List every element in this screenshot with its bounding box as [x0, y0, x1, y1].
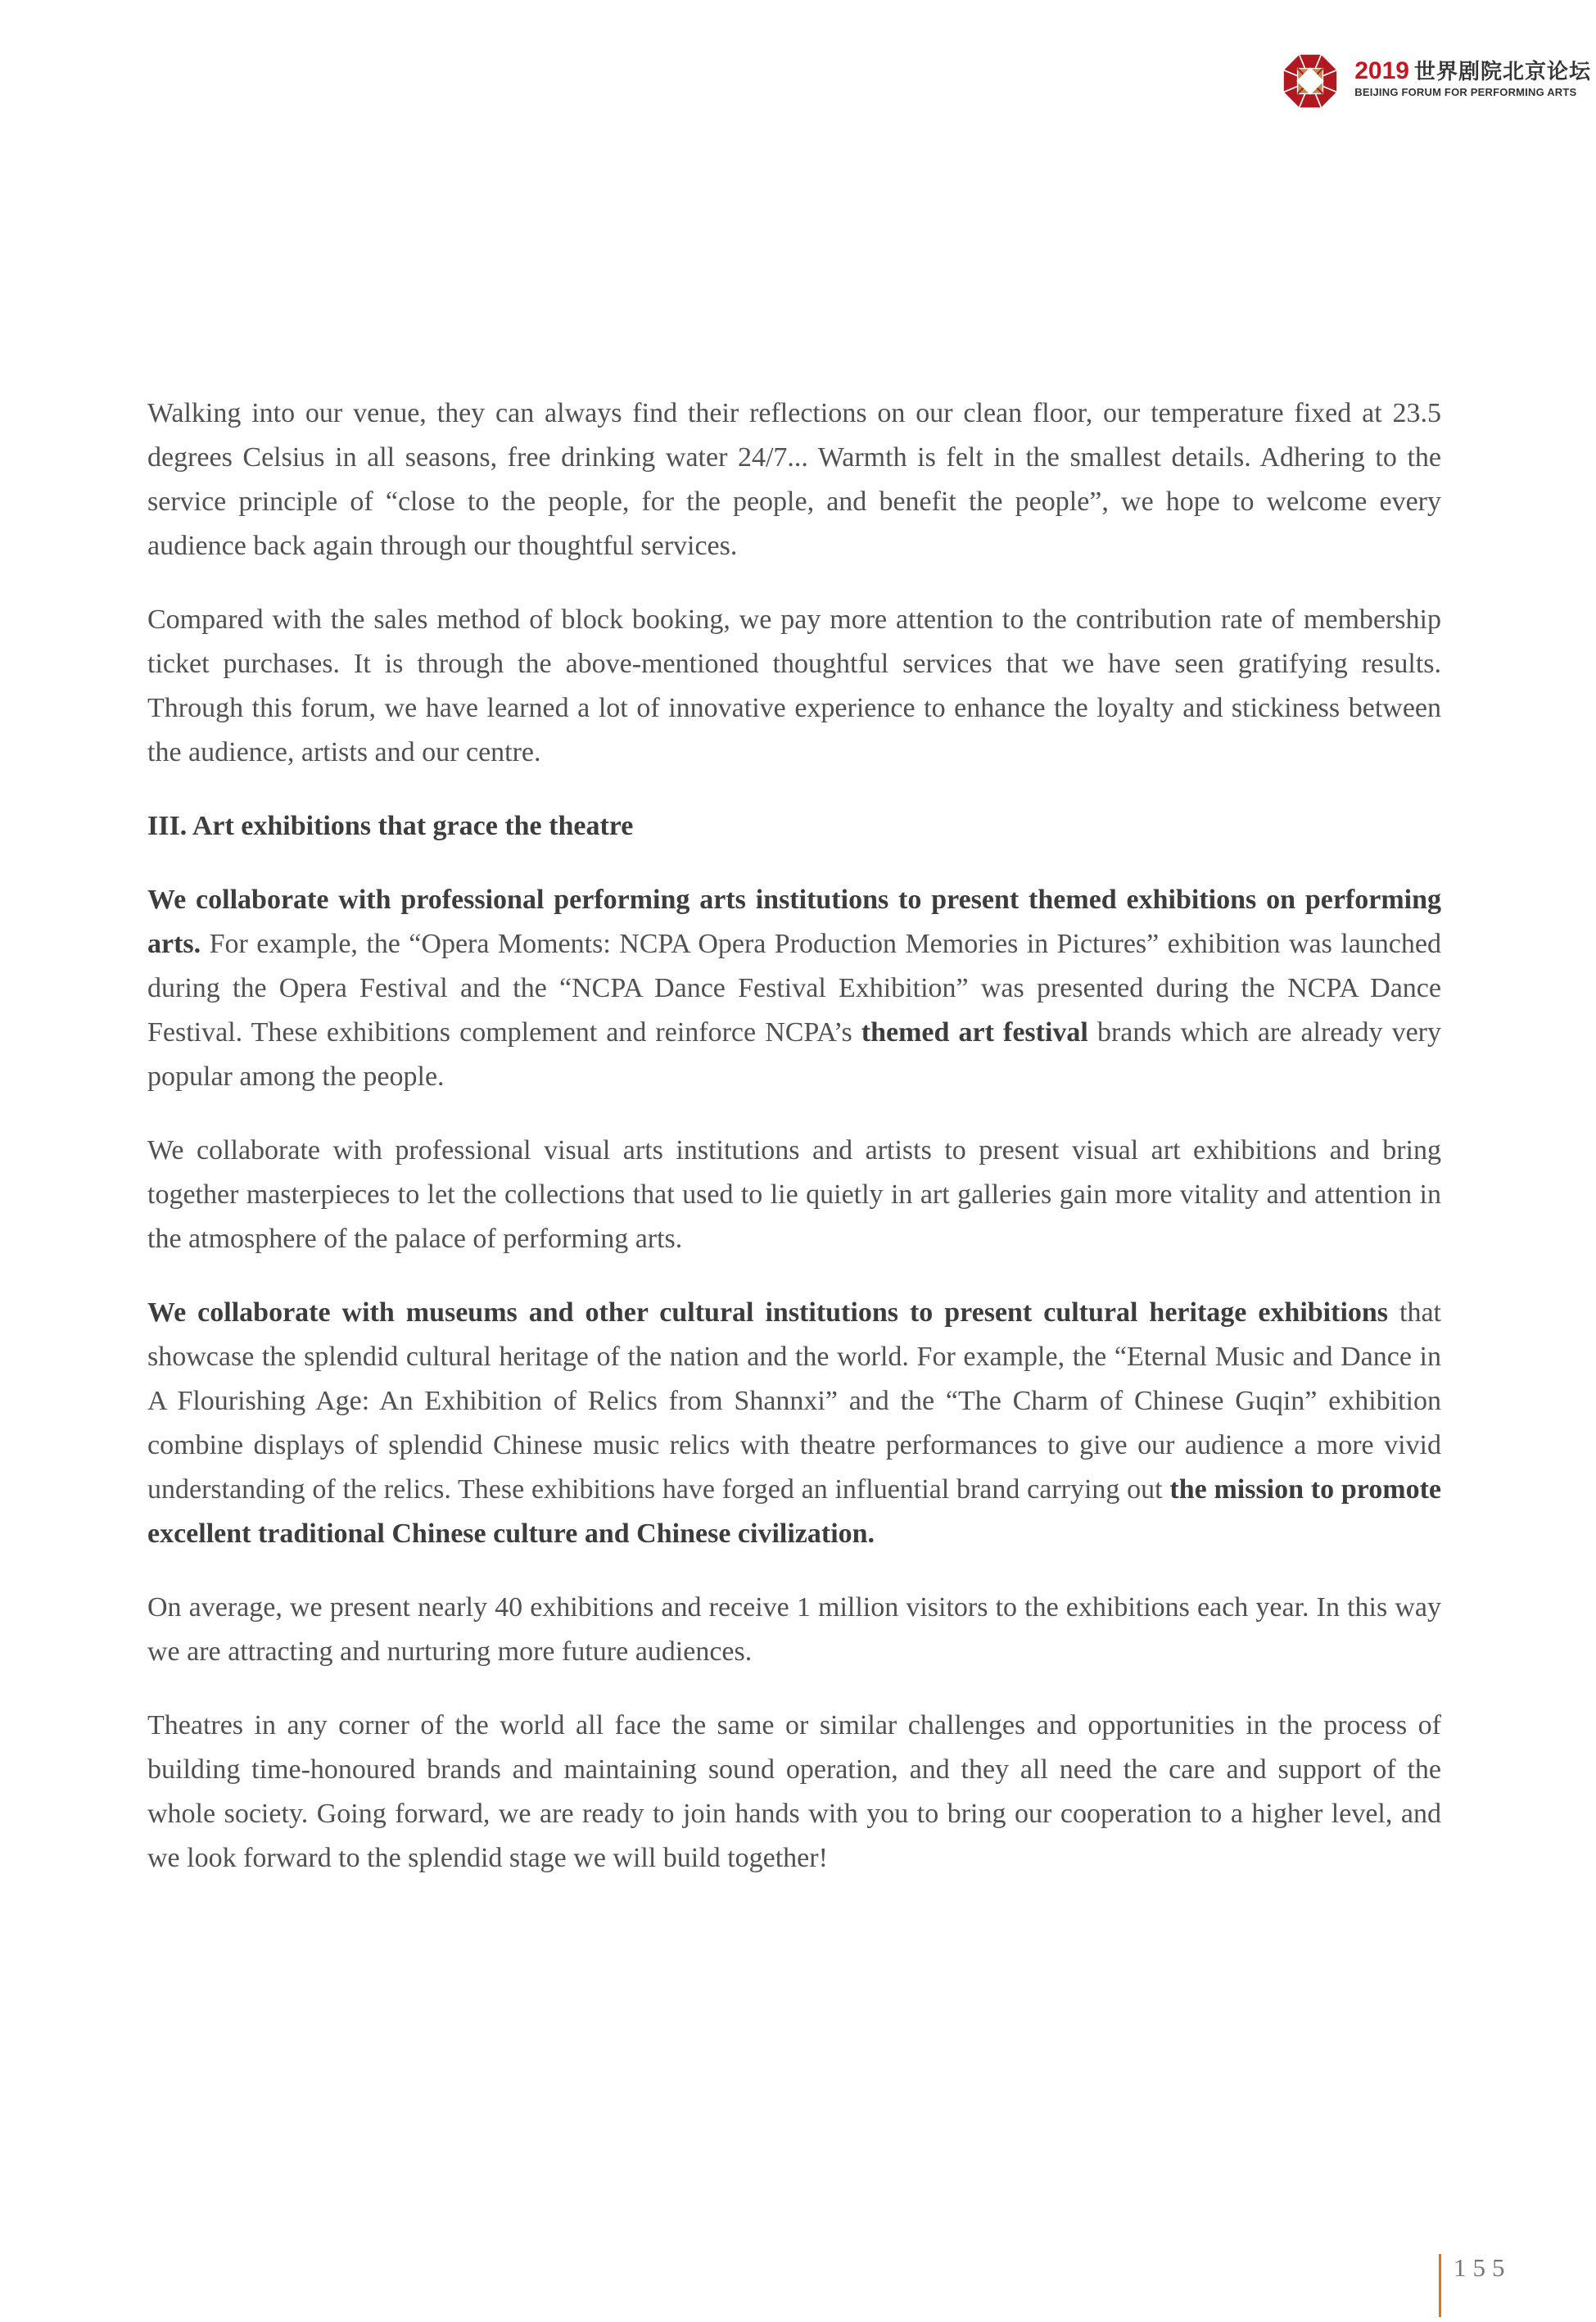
- text-run: Theatres in any corner of the world all face the same or similar challenges and opportunities in the process of building time-honoured brands and maintaining sound operation, and they all need the care and support of the whole society. Going forward, we are ready to join hands with you to bring our cooperation to a higher level, and we look forward to the splendid stage we will build together!: [147, 1710, 1441, 1873]
- text-run: Walking into our venue, they can always find their reflections on our clean floor, our temperature fixed at 23.5 degrees Celsius in all seasons, free drinking water 24/7... Warmth is felt in the smallest details. Adhering to the service principle of “close to the people, for the people, and benefit the people”, we hope to welcome every audience back again through our thoughtful services.: [147, 398, 1441, 561]
- forum-emblem-icon: [1281, 52, 1340, 110]
- text-run: III. Art exhibitions that grace the theatre: [147, 811, 634, 841]
- paragraph: [147, 878, 1441, 1099]
- paragraph: [147, 392, 1441, 568]
- forum-logo: [1281, 52, 1591, 110]
- paragraph: [147, 1129, 1441, 1261]
- text-run: Compared with the sales method of block booking, we pay more attention to the contribution rate of membership ticket purchases. It is through the above-mentioned thoughtful services that we have seen gratifying results. Through this forum, we have learned a lot of innovative experience to enhance the loyalty and stickiness between the audience, artists and our centre.: [147, 604, 1441, 767]
- paragraph: [147, 1291, 1441, 1556]
- text-run: themed art festival: [861, 1017, 1088, 1048]
- paragraph: [147, 598, 1441, 775]
- paragraph: [147, 1586, 1441, 1674]
- forum-title-zh-text: 世界剧院北京论坛: [1413, 59, 1591, 84]
- text-run: On average, we present nearly 40 exhibitions and receive 1 million visitors to the exhibitions each year. In this way we are attracting and nurturing more future audiences.: [147, 1592, 1441, 1667]
- text-run: brands which are already very popular among the people.: [147, 1017, 1441, 1092]
- forum-logo-text: [1354, 52, 1591, 99]
- forum-year: 2019: [1354, 57, 1409, 84]
- page-number: 155: [1454, 2253, 1512, 2282]
- text-run: the mission to promote excellent traditional Chinese culture and Chinese civilization.: [147, 1474, 1441, 1549]
- text-run: that showcase the splendid cultural heritage of the nation and the world. For example, the “Eternal Music and Dance in A Flourishing Age: An Exhibition of Relics from Shannxi” and the “The Charm of Chinese Guqin” exhibition combine displays of splendid Chinese music relics with theatre performances to give our audience a more vivid understanding of the relics. These exhibitions have forged an influential brand carrying out: [147, 1297, 1441, 1505]
- text-run: We collaborate with professional visual arts institutions and artists to present visual art exhibitions and bring together masterpieces to let the collections that used to lie quietly in art galleries gain more vitality and attention in the atmosphere of the palace of performing arts.: [147, 1135, 1441, 1254]
- section-heading: [147, 804, 1441, 849]
- text-run: We collaborate with museums and other cultural institutions to present cultural heritage exhibitions: [147, 1297, 1389, 1328]
- document-body: [147, 392, 1441, 1910]
- text-run: We collaborate with professional performing arts institutions to present themed exhibitions on performing arts.: [147, 885, 1441, 959]
- forum-title-zh: [1354, 59, 1591, 84]
- page-footer: [1439, 2254, 1512, 2317]
- text-run: For example, the “Opera Moments: NCPA Opera Production Memories in Pictures” exhibition was launched during the Opera Festival and the “NCPA Dance Festival Exhibition” was presented during the NCPA Dance Festival. These exhibitions complement and reinforce NCPA’s: [147, 929, 1441, 1048]
- forum-title-en: BEIJING FORUM FOR PERFORMING ARTS: [1354, 86, 1577, 98]
- paragraph: [147, 1704, 1441, 1881]
